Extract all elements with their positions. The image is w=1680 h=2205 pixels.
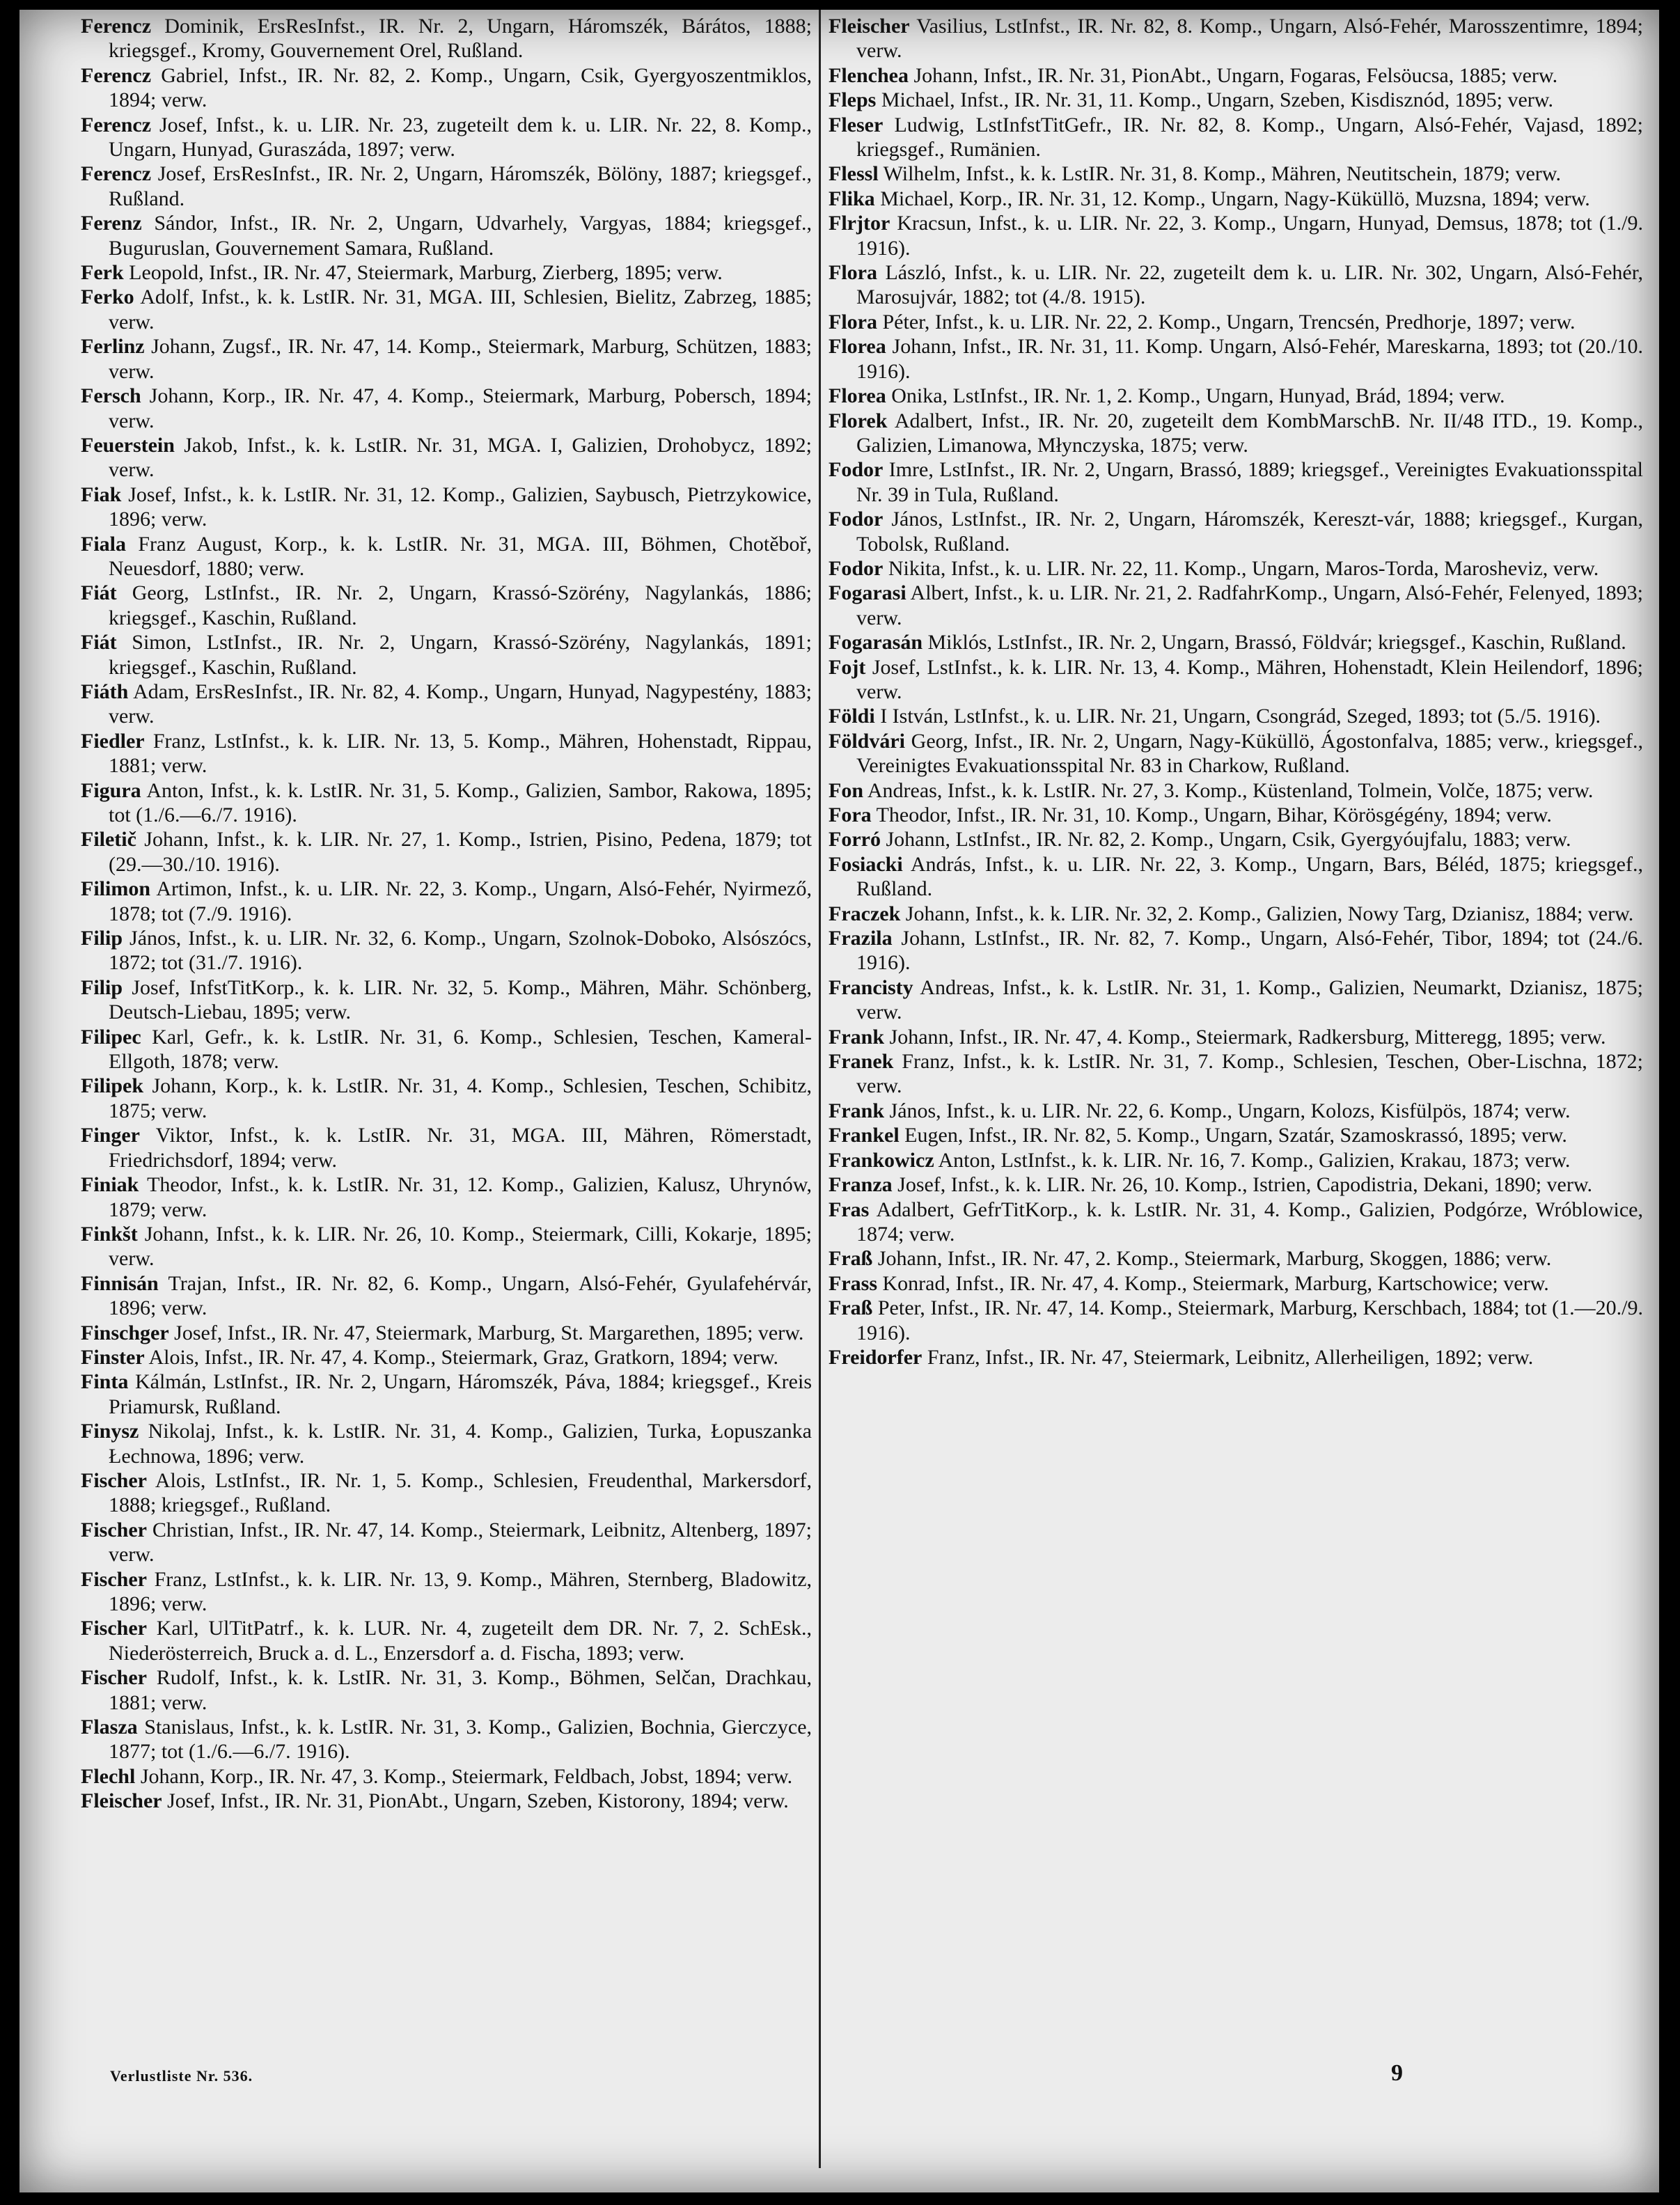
entry-surname: Fras — [829, 1198, 870, 1221]
entry-details: Eugen, Infst., IR. Nr. 82, 5. Komp., Ungarn, Szatár, Szamoskrassó, 1895; verw. — [904, 1124, 1567, 1147]
entry-surname: Finkšt — [81, 1222, 138, 1246]
casualty-entry — [81, 285, 812, 334]
casualty-entry — [81, 260, 812, 285]
entry-surname: Fischer — [81, 1617, 147, 1640]
entry-surname: Filetič — [81, 828, 136, 852]
entry-surname: Flechl — [81, 1764, 136, 1788]
casualty-entry — [81, 778, 812, 828]
entry-details: Georg, Infst., IR. Nr. 2, Ungarn, Nagy-Küküllö, Ágostonfalva, 1885; verw., kriegsgef., Vereinigtes Evakuationsspital Nr. 83 in Charkow, Rußland. — [856, 729, 1643, 778]
casualty-entry — [829, 1296, 1643, 1345]
casualty-entry — [829, 1025, 1643, 1049]
casualty-entry — [81, 926, 812, 975]
casualty-entry — [829, 1198, 1643, 1247]
entry-details: Rudolf, Infst., k. k. LstIR. Nr. 31, 3. Komp., Böhmen, Selčan, Drachkau, 1881; verw. — [109, 1666, 812, 1714]
entry-surname: Ferenz — [81, 212, 142, 235]
entry-details: Josef, InfstTitKorp., k. k. LIR. Nr. 32, 5. Komp., Mähren, Mähr. Schönberg, Deutsch-Liebau, 1895; verw. — [109, 975, 812, 1024]
casualty-entry — [829, 88, 1643, 112]
casualty-entry — [81, 1789, 812, 1813]
entry-details: Adolf, Infst., k. k. LstIR. Nr. 31, MGA. III, Schlesien, Bielitz, Zabrzeg, 1885; verw. — [109, 285, 812, 334]
casualty-entry — [829, 778, 1643, 803]
casualty-entry — [81, 1419, 812, 1468]
entry-surname: Finschger — [81, 1321, 169, 1344]
entry-surname: Flessl — [829, 162, 879, 186]
entry-details: Adam, ErsResInfst., IR. Nr. 82, 4. Komp., Ungarn, Hunyad, Nagypestény, 1883; verw. — [109, 680, 812, 728]
entry-surname: Földi — [829, 705, 875, 728]
entry-surname: Frankowicz — [829, 1148, 934, 1172]
entry-surname: Florea — [829, 384, 886, 408]
entry-details: Alois, LstInfst., IR. Nr. 1, 5. Komp., Schlesien, Freudenthal, Markersdorf, 1888; kriegsgef., Rußland. — [109, 1468, 812, 1517]
entry-details: János, LstInfst., IR. Nr. 2, Ungarn, Háromszék, Kereszt-vár, 1888; kriegsgef., Kurgan, Tobolsk, Rußland. — [856, 508, 1643, 556]
casualty-entry — [829, 334, 1643, 384]
entry-surname: Fleser — [829, 113, 884, 136]
entry-details: Franz, Infst., k. k. LstIR. Nr. 31, 7. Komp., Schlesien, Teschen, Ober-Lischna, 1872; verw. — [856, 1050, 1644, 1098]
entry-details: Nikita, Infst., k. u. LIR. Nr. 22, 11. Komp., Ungarn, Maros-Torda, Marosheviz, verw. — [888, 556, 1599, 580]
entry-surname: Florea — [829, 335, 886, 359]
entry-surname: Fischer — [81, 1468, 147, 1492]
entry-surname: Frazila — [829, 927, 893, 950]
entry-surname: Fischer — [81, 1518, 147, 1541]
casualty-entry — [829, 260, 1643, 310]
entry-details: Johann, Korp., IR. Nr. 47, 4. Komp., Steiermark, Marburg, Pobersch, 1894; verw. — [109, 384, 812, 432]
entry-details: Josef, Infst., k. u. LIR. Nr. 23, zugeteilt dem k. u. LIR. Nr. 22, 8. Komp., Ungarn, Hunyad, Guraszáda, 1897; verw. — [109, 113, 812, 162]
entry-surname: Finster — [81, 1345, 145, 1369]
entry-surname: Fiáth — [81, 680, 129, 703]
casualty-entry — [81, 827, 812, 877]
entry-surname: Flrjtor — [829, 212, 890, 235]
casualty-entry — [81, 384, 812, 433]
casualty-entry — [829, 187, 1643, 211]
entry-surname: Fogarasi — [829, 581, 906, 605]
entry-surname: Fodor — [829, 508, 884, 531]
casualty-entry — [829, 827, 1643, 852]
casualty-entry — [829, 1345, 1643, 1370]
casualty-entry — [829, 1271, 1643, 1296]
casualty-entry — [81, 482, 812, 532]
casualty-entry — [81, 1665, 812, 1715]
entry-surname: Frankel — [829, 1124, 900, 1147]
casualty-entry — [81, 334, 812, 384]
casualty-entry — [81, 433, 812, 482]
entry-surname: Finta — [81, 1370, 129, 1394]
casualty-entry — [81, 1321, 812, 1345]
entry-details: Gabriel, Infst., IR. Nr. 82, 2. Komp., Ungarn, Csik, Gyergyoszentmiklos, 1894; verw. — [109, 63, 812, 112]
casualty-entry — [81, 1222, 812, 1271]
document-sheet — [19, 10, 1659, 2192]
casualty-entry — [81, 532, 812, 581]
casualty-entry — [829, 655, 1643, 705]
entry-details: Sándor, Infst., IR. Nr. 2, Ungarn, Udvarhely, Vargyas, 1884; kriegsgef., Buguruslan, Gouvernement Samara, Rußland. — [109, 212, 812, 260]
entry-details: Leopold, Infst., IR. Nr. 47, Steiermark, Marburg, Zierberg, 1895; verw. — [129, 261, 723, 285]
entry-details: Viktor, Infst., k. k. LstIR. Nr. 31, MGA. III, Mähren, Römerstadt, Friedrichsdorf, 1894; verw. — [109, 1124, 812, 1172]
entry-details: Vasilius, LstInfst., IR. Nr. 82, 8. Komp., Ungarn, Alsó-Fehér, Marosszentimre, 1894; verw. — [856, 15, 1643, 63]
entry-surname: Fodor — [829, 556, 884, 580]
entry-details: Josef, Infst., IR. Nr. 31, PionAbt., Ungarn, Szeben, Kistorony, 1894; verw. — [167, 1789, 789, 1813]
casualty-entry — [81, 162, 812, 211]
entry-surname: Figura — [81, 778, 141, 802]
casualty-entry — [81, 1764, 812, 1789]
entry-details: Johann, Infst., IR. Nr. 47, 2. Komp., Steiermark, Marburg, Skoggen, 1886; verw. — [877, 1247, 1552, 1271]
entry-details: Simon, LstInfst., IR. Nr. 2, Ungarn, Krassó-Szörény, Nagylankás, 1891; kriegsgef., Kaschin, Rußland. — [109, 631, 812, 679]
entry-details: Jakob, Infst., k. k. LstIR. Nr. 31, MGA. I, Galizien, Drohobycz, 1892; verw. — [109, 433, 812, 482]
entry-surname: Frank — [829, 1025, 885, 1049]
entry-surname: Franza — [829, 1173, 893, 1197]
entry-details: Franz August, Korp., k. k. LstIR. Nr. 31, MGA. III, Böhmen, Chotěboř, Neuesdorf, 1880; verw. — [109, 532, 812, 580]
entry-details: András, Infst., k. u. LIR. Nr. 22, 3. Komp., Ungarn, Bars, Béléd, 1875; kriegsgef., Rußland. — [856, 852, 1643, 901]
casualty-entry — [81, 14, 812, 63]
entry-details: Johann, Infst., k. k. LIR. Nr. 26, 10. Komp., Steiermark, Cilli, Kokarje, 1895; verw. — [109, 1222, 812, 1271]
entry-details: Theodor, Infst., k. k. LstIR. Nr. 31, 12. Komp., Galizien, Kalusz, Uhrynów, 1879; verw. — [109, 1173, 812, 1221]
entry-details: Johann, Zugsf., IR. Nr. 47, 14. Komp., Steiermark, Marburg, Schützen, 1883; verw. — [109, 335, 812, 383]
entry-details: Josef, LstInfst., k. k. LIR. Nr. 13, 4. Komp., Mähren, Hohenstadt, Klein Heilendorf, 1896; verw. — [856, 655, 1643, 703]
entry-surname: Finiak — [81, 1173, 139, 1197]
entry-surname: Fiát — [81, 581, 117, 605]
entry-details: Johann, Infst., IR. Nr. 31, PionAbt., Ungarn, Fogaras, Felsöucsa, 1885; verw. — [913, 63, 1558, 87]
entry-details: I István, LstInfst., k. u. LIR. Nr. 21, Ungarn, Csongrád, Szeged, 1893; tot (5./5. 1916). — [880, 705, 1601, 728]
casualty-entry — [81, 581, 812, 630]
entry-details: Johann, Infst., IR. Nr. 31, 11. Komp. Ungarn, Alsó-Fehér, Mareskarna, 1893; tot (20./10. 1916). — [856, 335, 1644, 383]
entry-details: Franz, LstInfst., k. k. LIR. Nr. 13, 9. Komp., Mähren, Sternberg, Bladowitz, 1896; verw. — [109, 1567, 812, 1615]
entry-details: Anton, LstInfst., k. k. LIR. Nr. 16, 7. Komp., Galizien, Krakau, 1873; verw. — [938, 1148, 1571, 1172]
right-column — [829, 14, 1643, 1370]
entry-surname: Fraczek — [829, 902, 901, 925]
entry-details: Andreas, Infst., k. k. LstIR. Nr. 27, 3. Komp., Küstenland, Tolmein, Volče, 1875; verw. — [867, 778, 1594, 802]
entry-details: Johann, Infst., k. k. LIR. Nr. 27, 1. Komp., Istrien, Pisino, Pedena, 1879; tot (29.—30./10. 1916). — [109, 828, 812, 876]
casualty-entry — [829, 1172, 1643, 1197]
entry-surname: Ferlinz — [81, 335, 145, 359]
casualty-entry — [829, 1049, 1643, 1099]
left-column — [81, 14, 812, 1814]
entry-details: Imre, LstInfst., IR. Nr. 2, Ungarn, Brassó, 1889; kriegsgef., Vereinigtes Evakuationsspital Nr. 39 in Tula, Rußland. — [856, 458, 1643, 506]
entry-surname: Finysz — [81, 1420, 139, 1443]
entry-surname: Fiát — [81, 631, 117, 654]
casualty-entry — [81, 1468, 812, 1518]
entry-surname: Filimon — [81, 877, 151, 901]
entry-surname: Ferko — [81, 285, 134, 309]
casualty-entry — [81, 630, 812, 680]
entry-surname: Fosiacki — [829, 852, 903, 876]
casualty-entry — [81, 877, 812, 926]
entry-surname: Flika — [829, 187, 875, 210]
entry-surname: Filip — [81, 975, 123, 999]
entry-details: Franz, Infst., IR. Nr. 47, Steiermark, Leibnitz, Allerheiligen, 1892; verw. — [927, 1345, 1534, 1369]
casualty-entry — [81, 1567, 812, 1617]
entry-details: Ludwig, LstInfstTitGefr., IR. Nr. 82, 8. Komp., Ungarn, Alsó-Fehér, Vajasd, 1892; kriegsgef., Rumänien. — [856, 113, 1643, 162]
entry-surname: Ferencz — [81, 162, 152, 186]
entry-surname: Fraß — [829, 1296, 873, 1320]
entry-surname: Fischer — [81, 1666, 147, 1690]
entry-details: Andreas, Infst., k. k. LstIR. Nr. 31, 1. Komp., Galizien, Neumarkt, Dzianisz, 1875; verw. — [856, 975, 1643, 1024]
entry-surname: Fraß — [829, 1247, 873, 1271]
entry-details: Theodor, Infst., IR. Nr. 31, 10. Komp., Ungarn, Bihar, Körösgégény, 1894; verw. — [876, 803, 1552, 826]
casualty-entry — [829, 1123, 1643, 1147]
entry-details: Franz, LstInfst., k. k. LIR. Nr. 13, 5. Komp., Mähren, Hohenstadt, Rippau, 1881; verw. — [109, 729, 812, 778]
entry-surname: Ferk — [81, 261, 124, 285]
entry-surname: Földvári — [829, 729, 905, 753]
casualty-entry — [81, 1271, 812, 1321]
entry-details: Karl, Gefr., k. k. LstIR. Nr. 31, 6. Komp., Schlesien, Teschen, Kameral-Ellgoth, 1878; verw. — [109, 1025, 812, 1074]
entry-surname: Fojt — [829, 655, 866, 679]
casualty-entry — [829, 14, 1643, 63]
casualty-entry — [829, 384, 1643, 408]
casualty-entry — [829, 926, 1643, 975]
entry-surname: Forró — [829, 828, 881, 852]
casualty-entry — [829, 211, 1643, 260]
entry-surname: Flora — [829, 261, 877, 285]
entry-surname: Fon — [829, 778, 864, 802]
entry-details: László, Infst., k. u. LIR. Nr. 22, zugeteilt dem k. u. LIR. Nr. 302, Ungarn, Alsó-Fehér, Marosujvár, 1882; tot (4./8. 1915). — [856, 261, 1643, 309]
casualty-entry — [829, 457, 1643, 507]
casualty-entry — [81, 1616, 812, 1665]
entry-details: Nikolaj, Infst., k. k. LstIR. Nr. 31, 4. Komp., Galizien, Turka, Łopuszanka Łechnowa, 1896; verw. — [109, 1420, 812, 1468]
entry-surname: Fleischer — [81, 1789, 162, 1813]
entry-details: Péter, Infst., k. u. LIR. Nr. 22, 2. Komp., Ungarn, Trencsén, Predhorje, 1897; verw. — [882, 310, 1576, 334]
entry-surname: Ferencz — [81, 63, 152, 87]
entry-surname: Freidorfer — [829, 1345, 923, 1369]
entry-details: Johann, Infst., IR. Nr. 47, 4. Komp., Steiermark, Radkersburg, Mitteregg, 1895; verw. — [889, 1025, 1606, 1049]
entry-surname: Flenchea — [829, 63, 909, 87]
entry-details: Anton, Infst., k. k. LstIR. Nr. 31, 5. Komp., Galizien, Sambor, Rakowa, 1895; tot (1./6.—6./7. 1916). — [109, 778, 812, 826]
entry-details: János, Infst., k. u. LIR. Nr. 22, 6. Komp., Ungarn, Kolozs, Kisfülpös, 1874; verw. — [889, 1099, 1571, 1122]
casualty-entry — [81, 1025, 812, 1074]
casualty-entry — [81, 1518, 812, 1567]
entry-surname: Fiedler — [81, 729, 145, 753]
casualty-entry — [829, 310, 1643, 334]
entry-details: Peter, Infst., IR. Nr. 47, 14. Komp., Steiermark, Marburg, Kerschbach, 1884; tot (1.—20./9. 1916). — [856, 1296, 1644, 1344]
entry-details: Georg, LstInfst., IR. Nr. 2, Ungarn, Krassó-Szörény, Nagylankás, 1886; kriegsgef., Kaschin, Rußland. — [109, 581, 812, 629]
entry-details: Kálmán, LstInfst., IR. Nr. 2, Ungarn, Háromszék, Páva, 1884; kriegsgef., Kreis Priamursk, Rußland. — [109, 1370, 812, 1418]
column-divider — [819, 10, 821, 2168]
casualty-entry — [81, 1123, 812, 1172]
casualty-entry — [81, 680, 812, 729]
entry-surname: Filipek — [81, 1074, 144, 1098]
casualty-entry — [829, 975, 1643, 1025]
casualty-entry — [829, 556, 1643, 581]
entry-details: Josef, Infst., k. k. LstIR. Nr. 31, 12. Komp., Galizien, Saybusch, Pietrzykowice, 1896; verw. — [109, 482, 812, 531]
entry-surname: Filipec — [81, 1025, 141, 1049]
casualty-entry — [81, 113, 812, 162]
casualty-entry — [81, 211, 812, 260]
entry-details: Miklós, LstInfst., IR. Nr. 2, Ungarn, Brassó, Földvár; kriegsgef., Kaschin, Rußland. — [927, 631, 1626, 654]
page-number: 9 — [1391, 2060, 1403, 2086]
casualty-entry — [829, 630, 1643, 654]
casualty-entry — [829, 409, 1643, 458]
entry-details: Alois, Infst., IR. Nr. 47, 4. Komp., Steiermark, Graz, Gratkorn, 1894; verw. — [148, 1345, 779, 1369]
entry-details: Michael, Korp., IR. Nr. 31, 12. Komp., Ungarn, Nagy-Küküllö, Muzsna, 1894; verw. — [880, 187, 1590, 210]
casualty-entry — [829, 852, 1643, 902]
entry-surname: Fischer — [81, 1567, 147, 1591]
entry-surname: Frank — [829, 1099, 885, 1122]
entry-surname: Finger — [81, 1124, 140, 1147]
entry-details: Michael, Infst., IR. Nr. 31, 11. Komp., Ungarn, Szeben, Kisdisznód, 1895; verw. — [881, 88, 1553, 112]
entry-surname: Feuerstein — [81, 433, 175, 457]
entry-details: Adalbert, Infst., IR. Nr. 20, zugeteilt dem KombMarschB. Nr. II/48 ITD., 19. Komp., Galizien, Limanowa, Młynczyska, 1875; verw. — [856, 409, 1643, 457]
entry-details: Johann, Korp., k. k. LstIR. Nr. 31, 4. Komp., Schlesien, Teschen, Schibitz, 1875; verw. — [109, 1074, 812, 1122]
casualty-entry — [829, 507, 1643, 556]
entry-surname: Francisty — [829, 975, 913, 999]
entry-surname: Flasza — [81, 1716, 138, 1739]
entry-details: Kracsun, Infst., k. u. LIR. Nr. 22, 3. Komp., Ungarn, Hunyad, Demsus, 1878; tot (1./9. 1916). — [856, 212, 1643, 260]
casualty-entry — [81, 975, 812, 1025]
entry-details: Josef, ErsResInfst., IR. Nr. 2, Ungarn, Háromszék, Bölöny, 1887; kriegsgef., Rußland. — [109, 162, 812, 210]
entry-surname: Franek — [829, 1050, 894, 1074]
entry-surname: Fiak — [81, 482, 122, 506]
entry-details: Onika, LstInfst., IR. Nr. 1, 2. Komp., Ungarn, Hunyad, Brád, 1894; verw. — [891, 384, 1505, 408]
list-footer-label: Verlustliste Nr. 536. — [110, 2067, 253, 2085]
casualty-entry — [81, 729, 812, 778]
casualty-entry — [81, 1172, 812, 1222]
entry-details: Stanislaus, Infst., k. k. LstIR. Nr. 31, 3. Komp., Galizien, Bochnia, Gierczyce, 1877; tot (1./6.—6./7. 1916). — [109, 1716, 812, 1764]
entry-details: Dominik, ErsResInfst., IR. Nr. 2, Ungarn, Háromszék, Bárátos, 1888; kriegsgef., Kromy, Gouvernement Orel, Rußland. — [109, 15, 812, 63]
entry-surname: Flora — [829, 310, 877, 334]
entry-details: Johann, LstInfst., IR. Nr. 82, 7. Komp., Ungarn, Alsó-Fehér, Tibor, 1894; tot (24./6. 1916). — [856, 927, 1644, 975]
entry-surname: Finnisán — [81, 1271, 159, 1295]
casualty-entry — [81, 1074, 812, 1123]
entry-details: Albert, Infst., k. u. LIR. Nr. 21, 2. RadfahrKomp., Ungarn, Alsó-Fehér, Felenyed, 1893; verw. — [856, 581, 1643, 629]
casualty-entry — [829, 1246, 1643, 1271]
entry-details: Adalbert, GefrTitKorp., k. k. LstIR. Nr. 31, 4. Komp., Galizien, Podgórze, Wróblowice, 1874; verw. — [856, 1198, 1643, 1246]
casualty-entry — [829, 113, 1643, 162]
entry-surname: Fleps — [829, 88, 877, 112]
entry-details: Johann, Korp., IR. Nr. 47, 3. Komp., Steiermark, Feldbach, Jobst, 1894; verw. — [140, 1764, 793, 1788]
casualty-entry — [81, 1345, 812, 1370]
casualty-entry — [829, 902, 1643, 926]
entry-surname: Ferencz — [81, 113, 152, 136]
casualty-entry — [829, 704, 1643, 728]
entry-surname: Fogarasán — [829, 631, 923, 654]
casualty-entry — [829, 581, 1643, 630]
casualty-entry — [829, 1148, 1643, 1172]
entry-details: Josef, Infst., IR. Nr. 47, Steiermark, Marburg, St. Margarethen, 1895; verw. — [174, 1321, 804, 1344]
entry-details: Konrad, Infst., IR. Nr. 47, 4. Komp., Steiermark, Marburg, Kartschowice; verw. — [882, 1271, 1549, 1295]
casualty-entry — [81, 63, 812, 113]
entry-surname: Fodor — [829, 458, 884, 482]
entry-surname: Florek — [829, 409, 888, 432]
casualty-entry — [829, 63, 1643, 88]
entry-details: Christian, Infst., IR. Nr. 47, 14. Komp., Steiermark, Leibnitz, Altenberg, 1897; verw. — [109, 1518, 812, 1567]
entry-surname: Fleischer — [829, 15, 910, 38]
entry-details: Trajan, Infst., IR. Nr. 82, 6. Komp., Ungarn, Alsó-Fehér, Gyulafehérvár, 1896; verw. — [109, 1271, 812, 1320]
entry-details: János, Infst., k. u. LIR. Nr. 32, 6. Komp., Ungarn, Szolnok-Doboko, Alsószócs, 1872; tot (31./7. 1916). — [109, 927, 812, 975]
casualty-entry — [829, 1099, 1643, 1123]
casualty-entry — [81, 1370, 812, 1419]
entry-surname: Ferencz — [81, 15, 152, 38]
casualty-entry — [829, 803, 1643, 827]
entry-surname: Fiala — [81, 532, 126, 556]
casualty-entry — [829, 729, 1643, 778]
casualty-entry — [829, 162, 1643, 186]
entry-surname: Frass — [829, 1271, 877, 1295]
entry-details: Johann, LstInfst., IR. Nr. 82, 2. Komp., Ungarn, Csik, Gyergyóujfalu, 1883; verw. — [886, 828, 1571, 852]
entry-surname: Fora — [829, 803, 872, 826]
entry-details: Josef, Infst., k. k. LIR. Nr. 26, 10. Komp., Istrien, Capodistria, Dekani, 1890; verw. — [897, 1173, 1593, 1197]
entry-surname: Fersch — [81, 384, 141, 408]
entry-details: Johann, Infst., k. k. LIR. Nr. 32, 2. Komp., Galizien, Nowy Targ, Dzianisz, 1884; verw. — [905, 902, 1634, 925]
casualty-entry — [81, 1715, 812, 1764]
entry-surname: Filip — [81, 927, 123, 950]
entry-details: Karl, UlTitPatrf., k. k. LUR. Nr. 4, zugeteilt dem DR. Nr. 7, 2. SchEsk., Niederösterreich, Bruck a. d. L., Enzersdorf a. d. Fischa, 1893; verw. — [109, 1617, 812, 1665]
entry-details: Wilhelm, Infst., k. k. LstIR. Nr. 31, 8. Komp., Mähren, Neutitschein, 1879; verw. — [883, 162, 1562, 186]
entry-details: Artimon, Infst., k. u. LIR. Nr. 22, 3. Komp., Ungarn, Alsó-Fehér, Nyirmező, 1878; tot (7./9. 1916). — [109, 877, 812, 925]
